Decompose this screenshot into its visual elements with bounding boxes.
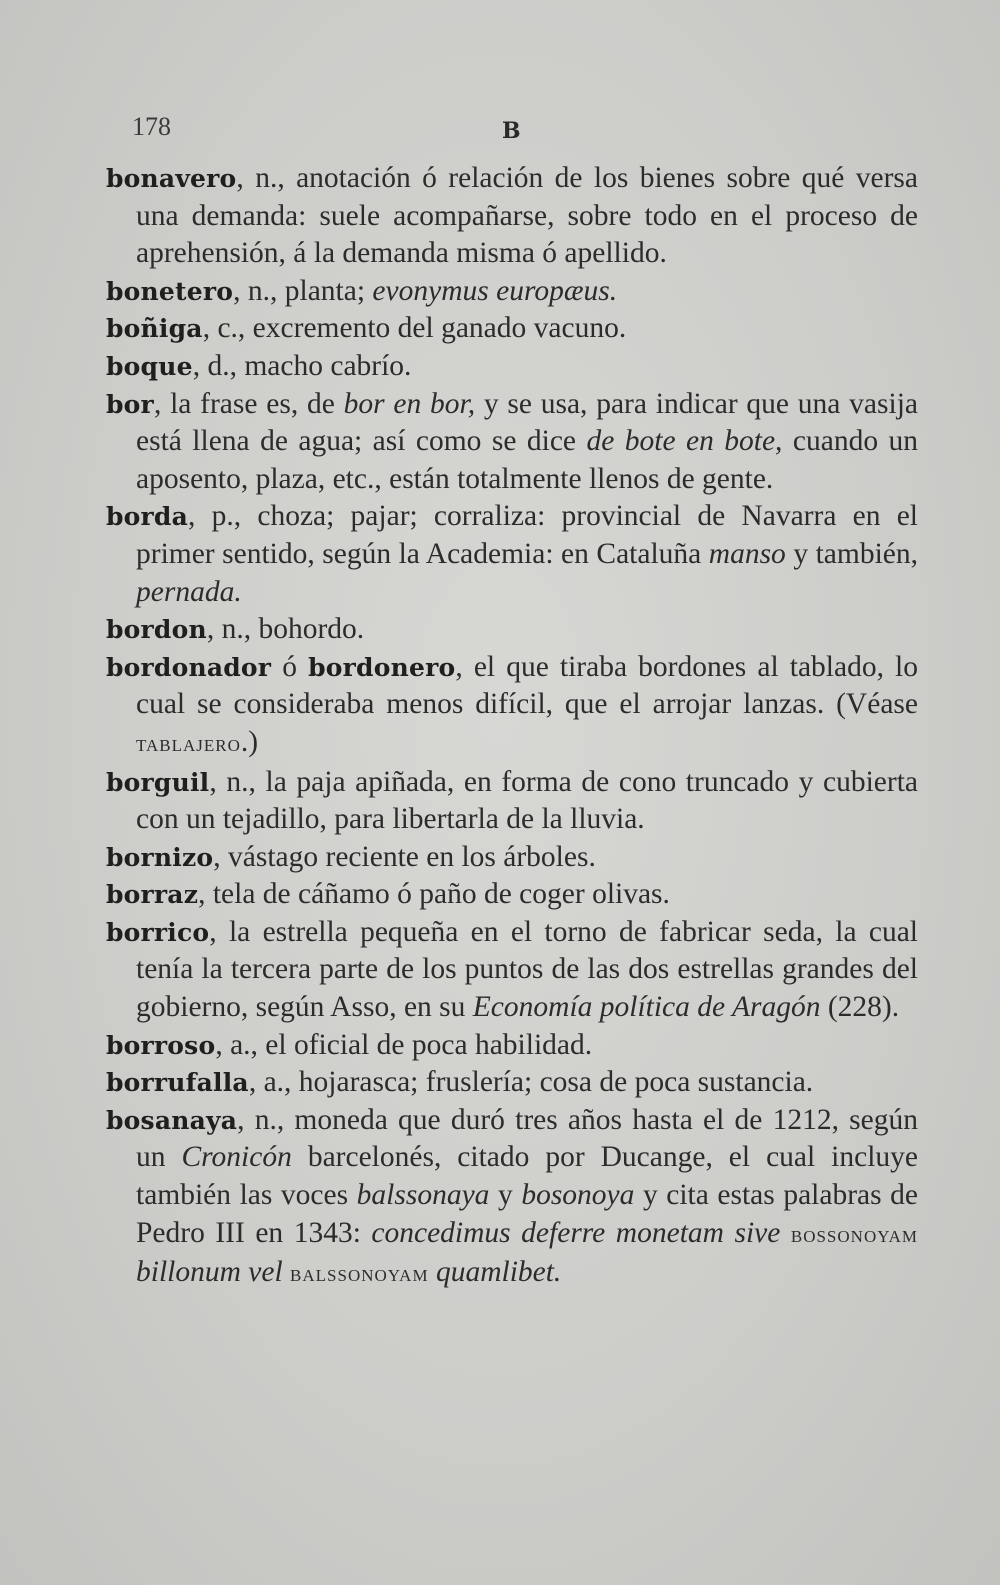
entry-headword: bordonador — [106, 652, 272, 682]
entry-italic-text: bosonoya — [521, 1179, 635, 1212]
entry-definition-text: , p., choza; pajar; corraliza: provincial de Navarra en el primer sentido, según la Academia: en Cataluña — [136, 500, 918, 570]
entry-headword: bordon — [106, 615, 207, 645]
entry-headword: bornizo — [106, 842, 214, 872]
dictionary-entry — [106, 273, 918, 311]
entry-definition-text: , vástago reciente en los árboles. — [213, 840, 596, 873]
entry-italic-text: bor en bor, — [343, 387, 476, 420]
entry-definition-text: , d., macho cabrío. — [192, 349, 412, 382]
dictionary-entry — [106, 1064, 918, 1102]
entry-headword: borguil — [106, 767, 210, 797]
entry-italic-text: evonymus europæus. — [372, 274, 618, 307]
entry-definition-text: , n., bohordo. — [206, 613, 365, 646]
entry-definition-text: , n., la paja apiñada, en forma de cono truncado y cubierta con un tejadillo, para libertarla de la lluvia. — [136, 765, 918, 836]
entry-definition-text: (228). — [820, 991, 900, 1024]
entry-definition-text: , la estrella pequeña en el torno de fabricar seda, la cual tenía la tercera parte de los puntos de las dos estrellas grandes del gobierno, según Asso, en su — [136, 915, 918, 1024]
entry-headword: borda — [106, 502, 189, 532]
entry-definition-text: y — [489, 1179, 522, 1212]
entry-headword: boñiga — [106, 314, 203, 344]
entry-definition-text — [429, 1256, 436, 1288]
entry-italic-text: billonum vel — [136, 1256, 283, 1289]
entry-italic-text: Economía política de Aragón — [472, 991, 821, 1024]
dictionary-entry — [106, 1102, 918, 1294]
entry-headword: boque — [106, 351, 193, 381]
dictionary-entry — [106, 611, 918, 649]
entry-headword: borrico — [106, 917, 210, 947]
entry-definition-text — [283, 1256, 290, 1288]
entry-definition-text: , a., hojarasca; fruslería; cosa de poca sustancia. — [248, 1066, 814, 1099]
dictionary-entry — [106, 386, 918, 499]
entry-cross-reference: tablajero — [136, 730, 241, 757]
dictionary-entry — [106, 1027, 918, 1065]
dictionary-entry — [106, 839, 918, 877]
entry-headword: bosanaya — [106, 1105, 238, 1135]
page-header — [132, 112, 521, 152]
entry-cross-reference: bossonoyam — [790, 1221, 918, 1248]
entry-italic-text: quamlibet. — [435, 1256, 562, 1289]
entry-italic-text: concedimus deferre monetam sive — [371, 1216, 781, 1249]
entry-definition-text: y cita estas palabras de Pedro III en 1343: — [136, 1179, 919, 1249]
entry-definition-text: , n., moneda que duró tres años hasta el de 1212, según un — [136, 1103, 918, 1174]
entry-definition-text: , tela de cáñamo ó paño de coger olivas. — [198, 878, 670, 911]
dictionary-entry — [106, 649, 918, 764]
entry-definition-text: , la frase es, de — [153, 387, 344, 420]
entry-definition-text: y se usa, para indicar que una vasija está llena de agua; así como se dice — [136, 387, 918, 458]
entry-definition-text: , n., planta; — [233, 274, 373, 307]
dictionary-entry — [106, 310, 918, 348]
entry-definition-text: cuando un aposento, plaza, etc., están totalmente llenos de gente. — [136, 425, 919, 495]
entry-italic-text: de bote en bote, — [586, 425, 783, 458]
entry-italic-text: Cronicón — [181, 1141, 292, 1174]
dictionary-entry — [106, 160, 918, 273]
dictionary-entry — [106, 764, 918, 839]
dictionary-entries — [106, 160, 918, 1294]
dictionary-entry — [106, 498, 918, 611]
entry-headword: bonavero — [106, 164, 237, 193]
entry-definition-text: , el que tiraba bordones al tablado, lo cual se consideraba menos difícil, que el arrojar lanzas. (Véase — [136, 650, 918, 721]
entry-headword: bor — [106, 389, 154, 419]
entry-italic-text: pernada. — [136, 575, 242, 608]
entry-headword: borroso — [106, 1030, 216, 1060]
entry-definition-text: .) — [240, 725, 259, 758]
section-letter: B — [502, 118, 521, 144]
entry-definition-text: ó — [271, 650, 309, 683]
entry-definition-text: , a., el oficial de poca habilidad. — [215, 1028, 593, 1061]
entry-definition-text: barcelonés, citado por Ducange, el cual incluye también las voces — [136, 1141, 919, 1212]
entry-definition-text: y también, — [785, 537, 918, 570]
entry-definition-text: , c., excremento del ganado vacuno. — [202, 312, 627, 345]
entry-cross-reference: balssonoyam — [290, 1261, 429, 1288]
entry-italic-text: balssonaya — [356, 1179, 490, 1212]
dictionary-entry — [106, 348, 918, 386]
dictionary-entry — [106, 914, 918, 1027]
page-number: 178 — [132, 112, 171, 141]
entry-headword: borrufalla — [106, 1068, 249, 1098]
entry-italic-text: manso — [708, 537, 786, 570]
entry-headword: borraz — [106, 880, 199, 910]
entry-headword: bonetero — [106, 276, 234, 306]
dictionary-entry — [106, 876, 918, 914]
entry-variant-headword: bordonero — [308, 652, 456, 682]
entry-definition-text — [780, 1217, 791, 1249]
entry-definition-text: , n., anotación ó relación de los bienes sobre qué versa una demanda: suele acompañarse, sobre todo en el proceso de aprehensión, á la demanda misma ó apellido. — [136, 162, 918, 270]
